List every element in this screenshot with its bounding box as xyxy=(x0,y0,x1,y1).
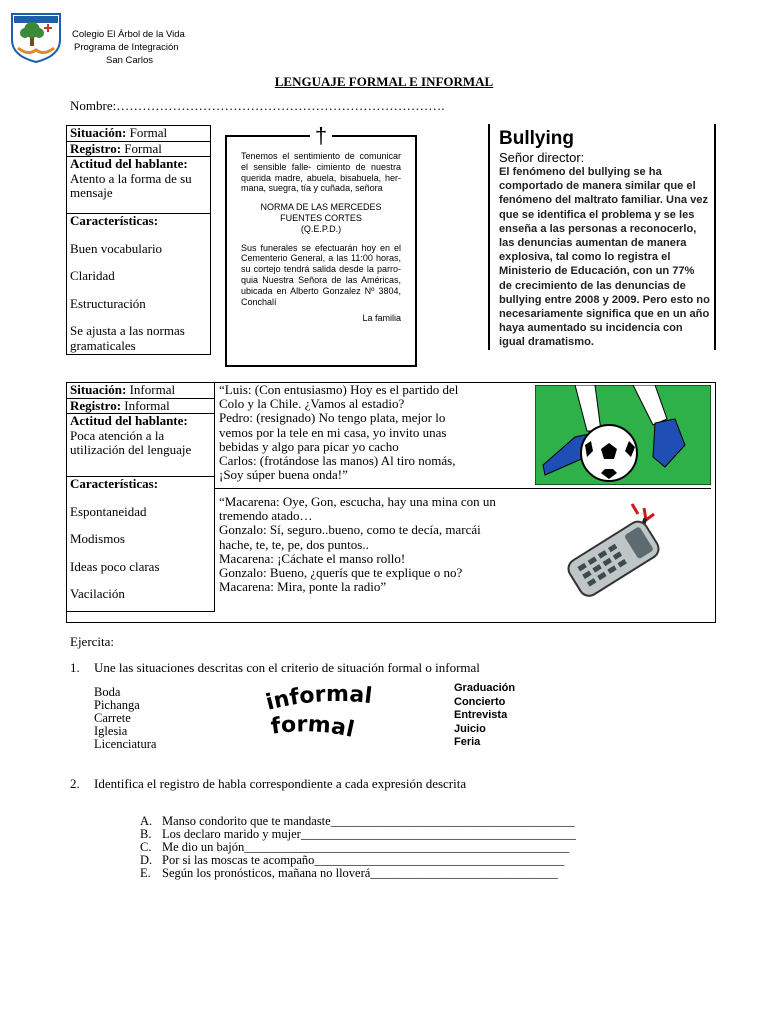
ejercita-heading: Ejercita: xyxy=(70,634,115,649)
dialog-line: Gonzalo: Bueno, ¿querís que te explique o no? xyxy=(219,565,463,581)
caracteristica-item: Vacilación xyxy=(70,586,125,601)
dialog-line: ¡Soy súper buena onda!” xyxy=(219,467,348,483)
list-item: Licenciatura xyxy=(94,737,157,751)
informal-table xyxy=(66,382,215,612)
caracteristica-item: Se ajusta a las normas gramaticales xyxy=(70,323,185,353)
item2-instruction: Identifica el registro de habla correspondiente a cada expresión descrita xyxy=(94,776,467,791)
item-text: Me dio un bajón____________________________________________________ xyxy=(162,840,570,854)
registro-label: Registro: xyxy=(70,140,122,156)
notice-signature: La familia xyxy=(362,313,401,324)
item-letter: D. xyxy=(140,853,153,867)
school-city: San Carlos xyxy=(106,55,153,66)
dialog-line: hache, te, te, pe, dos puntos.. xyxy=(219,536,369,552)
school-name: Colegio El Árbol de la Vida xyxy=(72,29,185,40)
list-item: Concierto xyxy=(454,695,506,708)
item-letter: C. xyxy=(140,840,152,854)
list-item: Juicio xyxy=(454,722,486,735)
dialog-line: “Macarena: Oye, Gon, escucha, hay una mina con un xyxy=(219,494,496,509)
item1-number: 1. xyxy=(70,660,80,675)
bullying-letter xyxy=(488,124,716,350)
left-word-list xyxy=(94,686,156,751)
item-text: Por si las moscas te acompaño________________________________________ xyxy=(162,853,565,867)
caracteristicas-label: Características: xyxy=(70,476,159,491)
expression-list xyxy=(140,815,576,880)
caracteristicas-label: Características: xyxy=(70,213,159,228)
formal-table xyxy=(66,125,211,355)
school-header xyxy=(72,28,185,67)
page-title: LENGUAJE FORMAL E INFORMAL xyxy=(274,74,494,89)
dialog-phone xyxy=(219,495,496,594)
wordart-formal: formal xyxy=(269,712,357,743)
right-word-list xyxy=(454,682,515,750)
dialog-line: “Luis: (Con entusiasmo) Hoy es el partido del xyxy=(219,382,459,397)
list-item: Boda xyxy=(94,685,121,699)
list-item: Pichanga xyxy=(94,698,140,712)
actitud-value: Atento a la forma de su mensaje xyxy=(70,170,192,200)
situacion-value: Formal xyxy=(129,125,168,140)
item-text: Manso condorito que te mandaste_______________________________________ xyxy=(162,814,575,828)
item2-number: 2. xyxy=(70,776,80,791)
caracteristica-item: Estructuración xyxy=(70,295,146,311)
notice-name: (Q.E.P.D.) xyxy=(300,223,342,234)
program-name: Programa de Integración xyxy=(74,42,179,53)
obituary-notice xyxy=(225,123,417,367)
name-field[interactable]: Nombre:…………………………………………………………………. xyxy=(70,98,445,113)
dialog-line: Colo y la Chile. ¿Vamos al estadio? xyxy=(219,396,405,412)
item-letter: E. xyxy=(140,866,151,880)
wordart-informal: informal xyxy=(263,684,374,716)
item1-instruction: Une las situaciones descritas con el criterio de situación formal o informal xyxy=(94,660,480,675)
dialog-line: Macarena: ¡Cáchate el manso rollo! xyxy=(219,550,406,566)
list-item: Entrevista xyxy=(454,709,508,722)
soccer-illustration xyxy=(535,385,711,485)
actitud-label: Actitud del hablante: xyxy=(70,156,188,171)
list-item: Graduación xyxy=(454,682,516,694)
dialog-line: vemos por la tele en mi casa, yo invito unas xyxy=(219,424,447,440)
list-item[interactable] xyxy=(140,867,576,880)
actitud-value: Poca atención a la utilización del lenguaje xyxy=(70,427,192,457)
notice-paragraph: Tenemos el sentimiento de comunicar el sensible falle- cimiento de nuestra querida madre, abuela, bisabuela, her- mana, suegra, tía y cuñada, señora xyxy=(241,151,401,194)
dialog-line: Carlos: (frotándose las manos) Al tiro nomás, xyxy=(219,453,456,469)
list-item: Feria xyxy=(454,736,481,749)
list-item: Iglesia xyxy=(94,724,128,738)
dialog-line: tremendo atado… xyxy=(219,508,313,524)
dialog-line: Pedro: (resignado) No tengo plata, mejor lo xyxy=(219,410,446,426)
caracteristica-item: Modismos xyxy=(70,531,125,546)
school-logo xyxy=(8,10,64,64)
cross-icon: † xyxy=(310,125,332,147)
situacion-label: Situación: xyxy=(70,125,127,140)
caracteristica-item: Espontaneidad xyxy=(70,503,147,519)
list-item: Carrete xyxy=(94,711,131,725)
phone-icon xyxy=(562,500,692,600)
dialog-football xyxy=(219,383,458,482)
registro-value: Informal xyxy=(124,397,170,413)
bullying-heading: Bullying xyxy=(499,128,574,149)
item-letter: B. xyxy=(140,827,152,841)
caracteristica-item: Claridad xyxy=(70,268,115,283)
caracteristica-item: Ideas poco claras xyxy=(70,558,160,574)
dialog-line: Macarena: Mira, ponte la radio” xyxy=(219,579,387,595)
notice-name: NORMA DE LAS MERCEDES xyxy=(260,202,382,213)
bullying-text: El fenómeno del bullying se ha comportado de manera similar que el fenómeno del maltrato familiar. Una vez que se identifica el problema y se les enseña a las personas a reconocerlo, las denuncias aumentan de manera explosiva, tal como lo registra el Ministerio de Educación, con un 77% de crecimiento de las denuncias de bullying entre 2008 y 2009. Pero esto no necesariamente significa que en un año haya aumentado su incidencia con igual dramatismo. xyxy=(499,166,710,349)
notice-paragraph: Sus funerales se efectuarán hoy en el Cementerio General, a las 11:00 horas, su cortejo tendrá salida desde la parro- quia Nuestra Señora de las Américas, ubicada en Alberto Gonzalez Nº 3804, Conchalí xyxy=(241,242,401,307)
dialog-line: Gonzalo: Sí, seguro..bueno, como te decía, marcái xyxy=(219,522,481,538)
registro-label: Registro: xyxy=(70,397,122,413)
wordart-informal-formal xyxy=(262,684,412,754)
item-text: Según los pronósticos, mañana no lloverá______________________________ xyxy=(162,866,558,880)
item-text: Los declaro marido y mujer____________________________________________ xyxy=(162,827,576,841)
item-letter: A. xyxy=(140,814,153,828)
section-divider xyxy=(215,488,711,489)
situacion-label: Situación: xyxy=(70,382,127,397)
situacion-value: Informal xyxy=(129,382,176,397)
actitud-label: Actitud del hablante: xyxy=(70,413,188,428)
registro-value: Formal xyxy=(124,140,162,156)
notice-name: FUENTES CORTES xyxy=(280,212,362,223)
dialog-line: bebidas y algo para picar yo cacho xyxy=(219,438,399,454)
caracteristica-item: Buen vocabulario xyxy=(70,240,163,256)
bullying-salutation: Señor director: xyxy=(499,150,585,165)
